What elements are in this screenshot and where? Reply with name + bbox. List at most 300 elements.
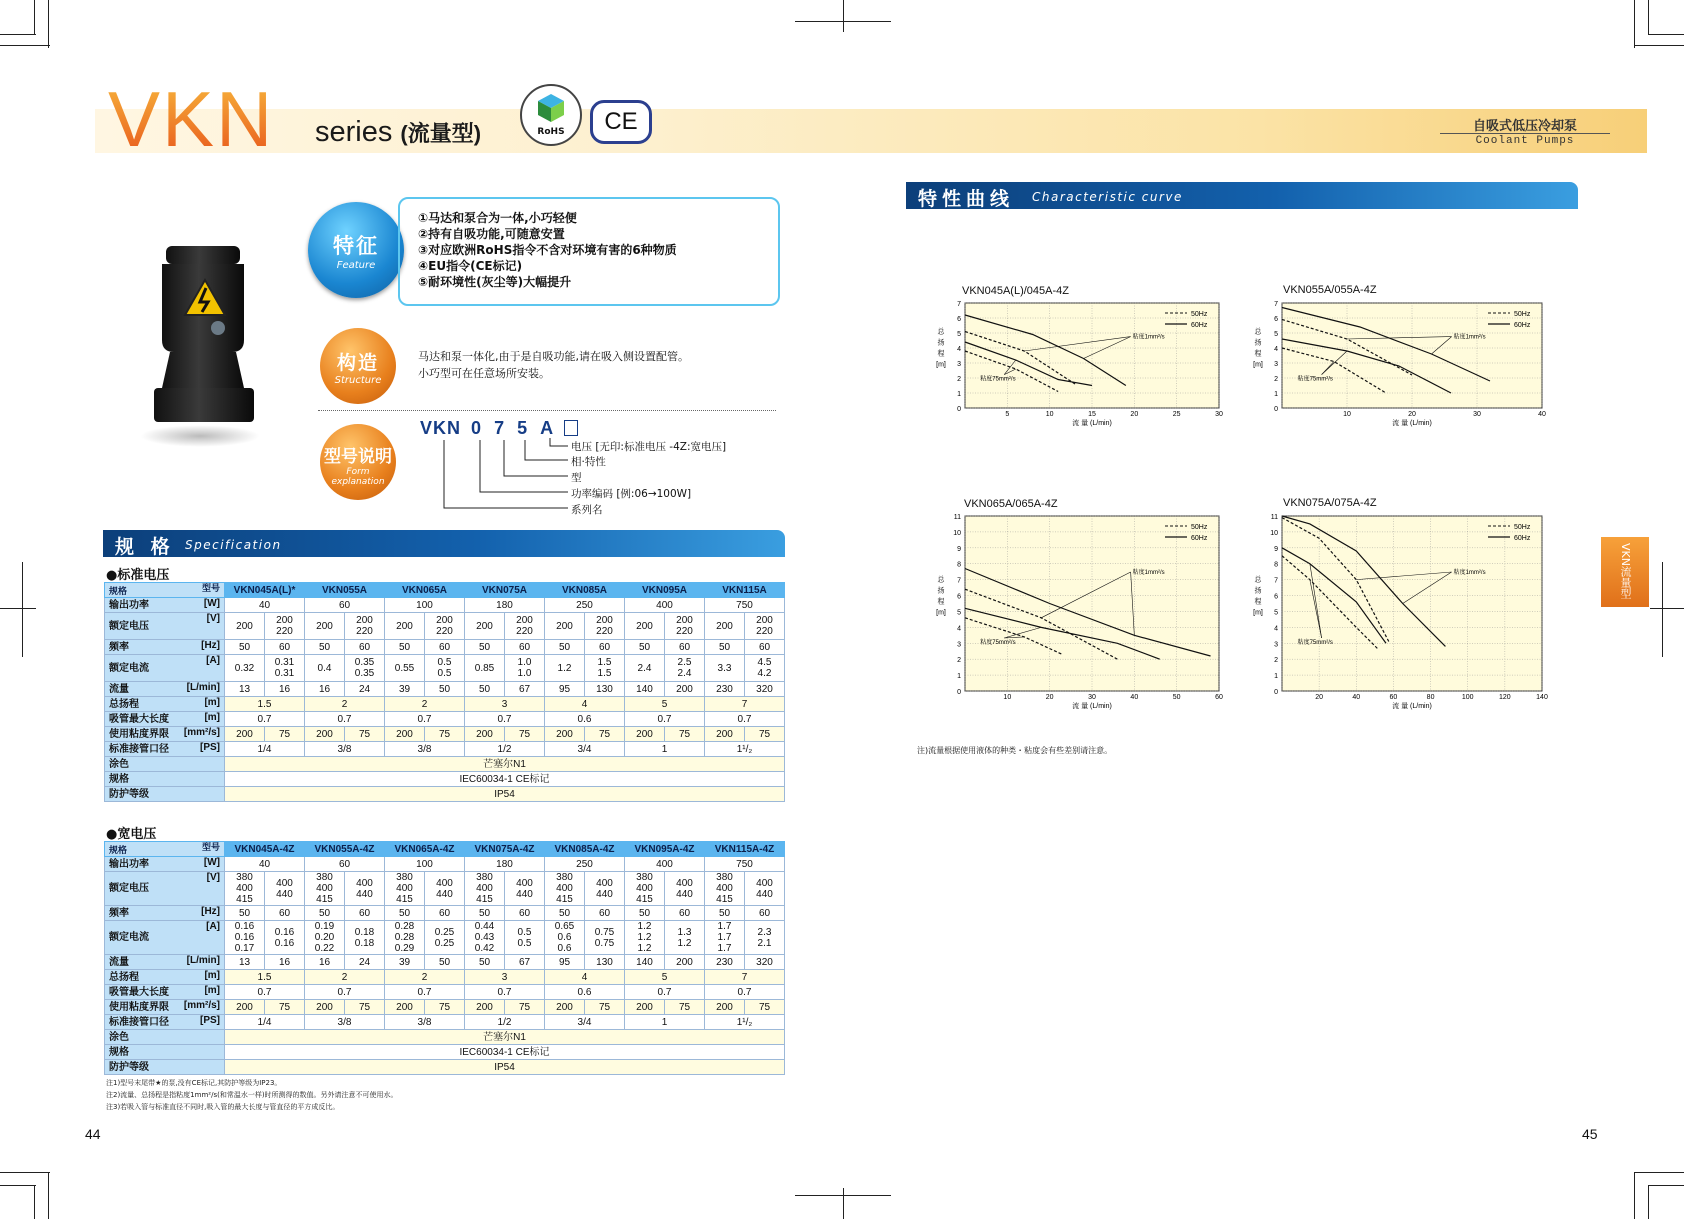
table-cell: 1.2 <box>545 655 585 682</box>
row-label <box>105 872 225 906</box>
table-cell: 2 <box>305 697 385 712</box>
row-label <box>105 921 225 955</box>
series-title <box>315 116 481 149</box>
crop-mark <box>0 1172 50 1173</box>
table-cell: 130 <box>585 955 625 970</box>
footnote: 注3)若吸入管与标准直径不同时,吸入管的最大长度与管直径的平方成反比。 <box>106 1103 340 1111</box>
table-cell: 200 <box>225 1000 265 1015</box>
table-row-pipe <box>105 1015 785 1030</box>
table-cell: 75 <box>505 1000 545 1015</box>
feature-list <box>418 210 677 290</box>
row-unit: [A] <box>206 921 220 932</box>
table-header-row <box>105 583 785 598</box>
plot-area <box>1282 516 1542 691</box>
y-axis-label: [m] <box>1253 361 1263 369</box>
y-tick-label: 4 <box>1274 625 1278 633</box>
y-tick-label: 2 <box>1274 376 1278 383</box>
y-axis-label: 程 <box>1254 350 1262 358</box>
table-row-output <box>105 598 785 613</box>
crop-mark <box>34 0 35 35</box>
y-tick-label: 9 <box>957 545 961 553</box>
row-label-text: 额定电流 <box>109 662 149 674</box>
table-cell: 0.44 0.43 0.42 <box>465 921 505 955</box>
legend-label-60hz: 60Hz <box>1514 535 1531 542</box>
table-cell: 200 220 <box>745 613 785 640</box>
table-cell: 50 <box>465 640 505 655</box>
table-cell: 400 440 <box>665 872 705 906</box>
crop-mark <box>48 1172 49 1219</box>
table-cell: 60 <box>345 640 385 655</box>
y-axis-label: 程 <box>937 350 945 358</box>
table-cell: 0.7 <box>465 985 545 1000</box>
table-cell: 75 <box>265 727 305 742</box>
table-cell: 4 <box>545 697 625 712</box>
table-row-head <box>105 697 785 712</box>
feature-item: ①马达和泵合为一体,小巧轻便 <box>418 211 577 225</box>
table-cell: 芒塞尔N1 <box>225 757 785 772</box>
table-cell: 0.75 0.75 <box>585 921 625 955</box>
model-header: VKN055A-4Z <box>305 842 385 857</box>
table-cell: 0.7 <box>225 712 305 727</box>
row-unit: [W] <box>203 598 220 609</box>
table-row-head <box>105 970 785 985</box>
table-cell: 1¹/₂ <box>705 742 785 757</box>
table-cell: 50 <box>625 906 665 921</box>
x-axis-label: 流 量 (L/min) <box>1392 703 1432 710</box>
table-cell: 60 <box>745 640 785 655</box>
x-tick-label: 30 <box>1473 411 1481 418</box>
table-row-voltage <box>105 613 785 640</box>
table-cell: 400 <box>625 857 705 872</box>
y-tick-label: 0 <box>957 689 961 696</box>
row-label-text: 标准接管口径 <box>109 1016 169 1028</box>
table-cell: 0.6 <box>545 712 625 727</box>
table-cell: 0.5 0.5 <box>425 655 465 682</box>
table-cell: 400 440 <box>745 872 785 906</box>
table-cell: 200 <box>465 727 505 742</box>
model-header: VKN095A <box>625 583 705 598</box>
crop-mark <box>1634 0 1635 48</box>
table-row-standard <box>105 1045 785 1060</box>
table-cell: 16 <box>265 955 305 970</box>
form-badge-cn: 型号说明 <box>324 447 392 467</box>
table-cell: 50 <box>425 682 465 697</box>
table-cell: 1 <box>625 742 705 757</box>
table-cell: 0.7 <box>385 712 465 727</box>
y-tick-label: 6 <box>957 593 961 601</box>
y-tick-label: 4 <box>957 346 961 353</box>
table-cell: 200 <box>705 613 745 640</box>
y-tick-label: 1 <box>1274 673 1278 681</box>
row-unit: [mm²/s] <box>183 1000 220 1011</box>
x-tick-label: 100 <box>1461 694 1474 701</box>
x-tick-label: 40 <box>1538 411 1546 418</box>
legend-voltage: 电压 [无印:标准电压 -4Z:宽电压] <box>571 441 727 453</box>
x-tick-label: 40 <box>1352 694 1361 701</box>
row-label <box>105 906 225 921</box>
row-label <box>105 970 225 985</box>
table-cell: 130 <box>585 682 625 697</box>
row-label <box>105 787 225 802</box>
model-header: VKN075A <box>465 583 545 598</box>
table-cell: 380 400 415 <box>385 872 425 906</box>
table-cell: 1¹/₂ <box>705 1015 785 1030</box>
legend-series: 系列名 <box>571 504 603 516</box>
table-cell: 50 <box>305 906 345 921</box>
annotation-visc75: 粘度75mm²/s <box>1297 640 1333 646</box>
structure-badge <box>320 328 396 404</box>
y-tick-label: 6 <box>1274 593 1278 601</box>
row-label <box>105 712 225 727</box>
table-row-suction <box>105 712 785 727</box>
y-tick-label: 11 <box>953 514 961 521</box>
table-cell: 60 <box>585 906 625 921</box>
model-legend-lines <box>430 436 590 516</box>
voltage-box <box>564 420 578 436</box>
row-unit: [m] <box>204 985 220 996</box>
annotation-visc75: 粘度75mm²/s <box>980 376 1016 383</box>
table-cell: 0.7 <box>305 985 385 1000</box>
table-row-freq <box>105 640 785 655</box>
table-row-suction <box>105 985 785 1000</box>
annotation-visc1: 粘度1mm²/s <box>1132 334 1165 341</box>
table-cell: 95 <box>545 682 585 697</box>
x-tick-label: 30 <box>1215 411 1223 418</box>
table-cell: 0.19 0.20 0.22 <box>305 921 345 955</box>
row-unit: [m] <box>204 712 220 723</box>
y-axis-label: 扬 <box>1254 339 1262 347</box>
table-cell: 50 <box>545 640 585 655</box>
table-cell: 0.28 0.28 0.29 <box>385 921 425 955</box>
table-cell: 2.3 2.1 <box>745 921 785 955</box>
table-cell: 200 <box>665 682 705 697</box>
y-axis-label: 程 <box>1254 598 1262 606</box>
table-cell: 75 <box>585 1000 625 1015</box>
y-tick-label: 7 <box>1274 577 1278 585</box>
table-cell: 75 <box>425 727 465 742</box>
table-cell: 2 <box>305 970 385 985</box>
model-header: VKN115A-4Z <box>705 842 785 857</box>
table-cell: 50 <box>465 906 505 921</box>
table-cell: 1/4 <box>225 742 305 757</box>
x-tick-label: 15 <box>1088 411 1096 418</box>
table-cell: 0.16 0.16 <box>265 921 305 955</box>
chart-title: VKN075A/075A-4Z <box>1283 497 1377 509</box>
y-tick-label: 5 <box>1274 331 1278 338</box>
table-cell: 3/8 <box>305 742 385 757</box>
table-cell: 400 440 <box>505 872 545 906</box>
table-cell: 3/8 <box>385 1015 465 1030</box>
y-axis-label: 扬 <box>937 587 945 595</box>
model-header: VKN065A <box>385 583 465 598</box>
model-header: VKN065A-4Z <box>385 842 465 857</box>
series-type: (流量型) <box>400 121 482 146</box>
table-cell: 1.5 1.5 <box>585 655 625 682</box>
table-cell: 0.7 <box>705 712 785 727</box>
y-axis-label: 扬 <box>1254 587 1262 595</box>
row-unit: [Hz] <box>201 640 220 651</box>
legend-label-60hz: 60Hz <box>1191 322 1208 329</box>
x-tick-label: 30 <box>1088 694 1096 701</box>
x-tick-label: 25 <box>1172 411 1181 418</box>
table-cell: 60 <box>305 857 385 872</box>
row-label <box>105 598 225 613</box>
table-cell: 180 <box>465 598 545 613</box>
table-cell: 50 <box>305 640 345 655</box>
wide-voltage-heading: ●宽电压 <box>106 827 157 842</box>
y-tick-label: 8 <box>957 561 961 569</box>
category-en: Coolant Pumps <box>1440 133 1610 147</box>
row-label-text: 总扬程 <box>109 698 139 710</box>
curve-title-en: Characteristic curve <box>1032 190 1183 204</box>
chart-title: VKN045A(L)/045A-4Z <box>962 285 1069 297</box>
table-cell: IP54 <box>225 1060 785 1075</box>
table-cell: 75 <box>505 727 545 742</box>
table-cell: 200 <box>545 1000 585 1015</box>
row-label <box>105 772 225 787</box>
corner-bottom: 规格 <box>109 586 128 596</box>
row-label <box>105 1030 225 1045</box>
row-label-text: 标准接管口径 <box>109 743 169 755</box>
table-cell: 100 <box>385 857 465 872</box>
row-label <box>105 1000 225 1015</box>
table-cell: 230 <box>705 682 745 697</box>
table-cell: 3/4 <box>545 742 625 757</box>
standard-voltage-table <box>104 582 785 802</box>
annotation-visc1: 粘度1mm²/s <box>1453 334 1486 341</box>
table-cell: 200 <box>465 613 505 640</box>
row-unit: [PS] <box>200 742 220 753</box>
table-cell: 75 <box>745 727 785 742</box>
table-cell: 50 <box>385 906 425 921</box>
structure-badge-cn: 构造 <box>336 352 379 374</box>
table-cell: 60 <box>265 906 305 921</box>
table-cell: 7 <box>705 697 785 712</box>
table-cell: 3/8 <box>305 1015 385 1030</box>
row-label-text: 使用粘度界限 <box>109 1001 169 1013</box>
table-row-standard <box>105 772 785 787</box>
y-tick-label: 6 <box>957 316 961 323</box>
y-tick-label: 1 <box>1274 391 1278 398</box>
table-cell: 0.85 <box>465 655 505 682</box>
table-cell: 16 <box>305 682 345 697</box>
x-tick-label: 40 <box>1130 694 1139 701</box>
feature-item: ③对应欧洲RoHS指令不含对环境有害的6种物质 <box>418 243 677 257</box>
row-unit: [PS] <box>200 1015 220 1026</box>
table-cell: 750 <box>705 857 785 872</box>
table-cell: 0.6 <box>545 985 625 1000</box>
table-cell: 1/4 <box>225 1015 305 1030</box>
table-cell: 200 <box>545 613 585 640</box>
row-label-text: 额定电压 <box>109 620 149 632</box>
table-cell: IEC60034-1 CE标记 <box>225 1045 785 1060</box>
y-axis-label: [m] <box>1253 609 1263 617</box>
table-cell: 400 440 <box>585 872 625 906</box>
table-cell: 400 <box>625 598 705 613</box>
table-cell: 0.65 0.6 0.6 <box>545 921 585 955</box>
form-badge-en1: Form <box>346 467 370 477</box>
curve-section-header <box>906 182 1578 209</box>
table-cell: 200 220 <box>585 613 625 640</box>
legend-label-50hz: 50Hz <box>1191 524 1208 531</box>
legend-power: 功率编码 [例:06→100W] <box>571 488 692 500</box>
table-cell: 60 <box>425 640 465 655</box>
x-axis-label: 流 量 (L/min) <box>1072 703 1112 710</box>
row-label-text: 额定电压 <box>109 883 149 894</box>
legend-label-50hz: 50Hz <box>1514 524 1531 531</box>
table-cell: 200 220 <box>425 613 465 640</box>
table-cell: 5 <box>625 697 705 712</box>
row-label-text: 规格 <box>109 773 129 785</box>
table-cell: 200 <box>305 1000 345 1015</box>
table-cell: 200 <box>225 613 265 640</box>
crop-mark <box>22 562 23 657</box>
standard-voltage-heading: ●标准电压 <box>106 568 170 583</box>
table-row-output <box>105 857 785 872</box>
y-tick-label: 2 <box>957 376 961 383</box>
x-tick-label: 60 <box>1389 694 1398 701</box>
table-cell: 1.7 1.7 1.7 <box>705 921 745 955</box>
model-header: VKN085A <box>545 583 625 598</box>
table-cell: 1.5 <box>225 697 305 712</box>
x-tick-label: 20 <box>1408 411 1416 418</box>
table-cell: 200 <box>665 955 705 970</box>
table-cell: 250 <box>545 857 625 872</box>
y-tick-label: 7 <box>957 577 961 585</box>
corner-top: 型号 <box>201 583 220 593</box>
x-tick-label: 10 <box>1003 694 1012 701</box>
row-label <box>105 1060 225 1075</box>
table-row-protect <box>105 787 785 802</box>
chart-title: VKN055A/055A-4Z <box>1283 284 1377 296</box>
y-tick-label: 11 <box>1270 514 1278 521</box>
table-cell: 380 400 415 <box>705 872 745 906</box>
table-cell: 3.3 <box>705 655 745 682</box>
table-cell: 200 <box>545 727 585 742</box>
y-tick-label: 0 <box>1274 406 1278 413</box>
table-cell: 2.4 <box>625 655 665 682</box>
row-label <box>105 757 225 772</box>
table-cell: 200 <box>305 613 345 640</box>
row-label-text: 涂色 <box>109 1031 129 1043</box>
table-cell: 200 <box>465 1000 505 1015</box>
table-cell: 200 220 <box>665 613 705 640</box>
table-cell: 95 <box>545 955 585 970</box>
table-cell: 50 <box>705 640 745 655</box>
table-cell: 75 <box>665 1000 705 1015</box>
table-cell: 75 <box>425 1000 465 1015</box>
row-label <box>105 985 225 1000</box>
x-axis-label: 流 量 (L/min) <box>1072 420 1112 427</box>
annotation-visc1: 粘度1mm²/s <box>1132 570 1165 576</box>
feature-badge-en: Feature <box>336 260 376 271</box>
row-label-text: 额定电流 <box>109 932 149 943</box>
y-tick-label: 5 <box>957 331 961 338</box>
x-tick-label: 140 <box>1536 694 1548 701</box>
table-cell: 24 <box>345 682 385 697</box>
y-tick-label: 4 <box>1274 346 1278 353</box>
table-row-freq <box>105 906 785 921</box>
x-tick-label: 20 <box>1315 694 1324 701</box>
table-cell: 67 <box>505 955 545 970</box>
footnotes <box>106 1077 398 1113</box>
corner-bottom: 规格 <box>109 845 128 855</box>
crop-mark <box>1648 34 1684 35</box>
table-cell: 50 <box>425 955 465 970</box>
crop-mark <box>1662 562 1663 657</box>
table-cell: 75 <box>665 727 705 742</box>
table-cell: 0.7 <box>385 985 465 1000</box>
table-corner <box>105 842 225 857</box>
x-tick-label: 60 <box>1215 694 1223 701</box>
table-cell: 2 <box>385 697 465 712</box>
crop-mark <box>0 1185 36 1186</box>
table-cell: 16 <box>305 955 345 970</box>
table-cell: 50 <box>225 640 265 655</box>
row-label-text: 涂色 <box>109 758 129 770</box>
crop-mark <box>34 1185 35 1219</box>
table-cell: 67 <box>505 682 545 697</box>
feature-item: ⑤耐环境性(灰尘等)大幅提升 <box>418 275 572 289</box>
y-axis-label: 总 <box>1254 328 1262 336</box>
model-header: VKN085A-4Z <box>545 842 625 857</box>
table-cell: 0.55 <box>385 655 425 682</box>
row-label <box>105 955 225 970</box>
row-label <box>105 1015 225 1030</box>
x-tick-label: 20 <box>1130 411 1139 418</box>
y-tick-label: 0 <box>1274 689 1278 696</box>
table-cell: 2 <box>385 970 465 985</box>
table-cell: 380 400 415 <box>465 872 505 906</box>
row-label-text: 规格 <box>109 1046 129 1058</box>
table-cell: 1/2 <box>465 742 545 757</box>
table-cell: 230 <box>705 955 745 970</box>
y-tick-label: 2 <box>957 657 961 665</box>
table-row-current <box>105 921 785 955</box>
table-cell: 400 440 <box>265 872 305 906</box>
table-cell: 50 <box>545 906 585 921</box>
page-number-right: 45 <box>1582 1126 1598 1142</box>
table-cell: 0.4 <box>305 655 345 682</box>
y-tick-label: 3 <box>1274 641 1278 649</box>
y-tick-label: 6 <box>1274 316 1278 323</box>
table-cell: 24 <box>345 955 385 970</box>
table-cell: 200 <box>385 1000 425 1015</box>
table-row-paint <box>105 757 785 772</box>
y-tick-label: 1 <box>957 673 961 681</box>
row-label-text: 吸管最大长度 <box>109 713 169 725</box>
row-label-text: 频率 <box>109 907 129 919</box>
table-row-flow <box>105 682 785 697</box>
table-cell: 200 <box>385 613 425 640</box>
table-cell: 380 400 415 <box>625 872 665 906</box>
table-cell: 140 <box>625 682 665 697</box>
y-axis-label: 程 <box>937 598 945 606</box>
table-row-pipe <box>105 742 785 757</box>
table-cell: 1 <box>625 1015 705 1030</box>
chart-vkn055 <box>1250 295 1555 435</box>
row-label <box>105 655 225 682</box>
table-row-viscosity <box>105 727 785 742</box>
row-unit: [L/min] <box>186 682 220 693</box>
annotation-visc75: 粘度75mm²/s <box>1297 376 1333 383</box>
row-unit: [Hz] <box>201 906 220 917</box>
table-cell: 200 <box>625 727 665 742</box>
structure-text <box>418 348 689 382</box>
table-row-flow <box>105 955 785 970</box>
table-cell: 1/2 <box>465 1015 545 1030</box>
spec-section-header <box>103 530 785 557</box>
